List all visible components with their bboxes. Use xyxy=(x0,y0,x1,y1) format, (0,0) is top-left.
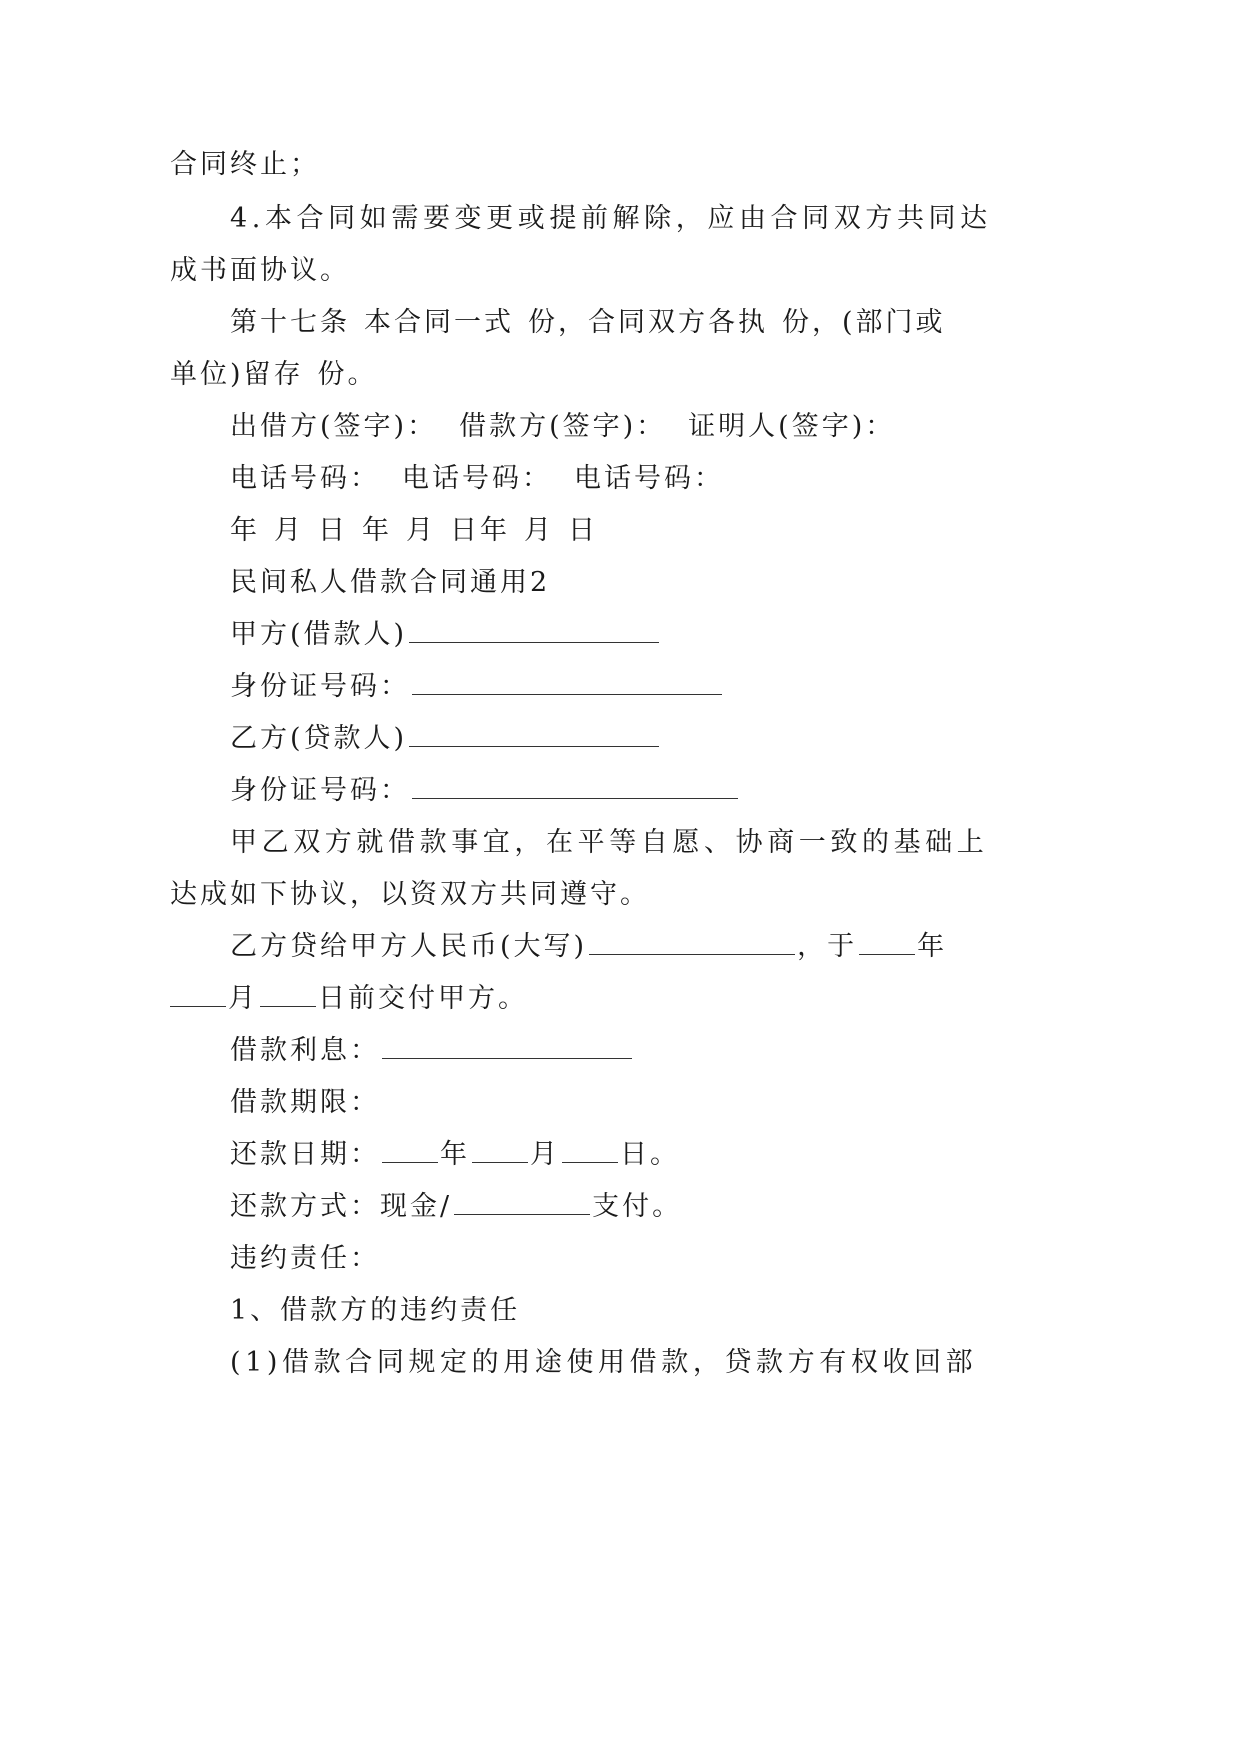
repayment-method-label: 还款方式：现金/ xyxy=(230,1191,453,1222)
text-line xyxy=(230,306,946,340)
date-year: 年 xyxy=(480,515,510,546)
day-blank xyxy=(260,984,316,1007)
loan-term-label: 借款期限： xyxy=(230,1087,380,1118)
text-line xyxy=(170,358,940,392)
retained-copies-text: 份。 xyxy=(317,359,378,390)
interest-label: 借款利息： xyxy=(230,1035,380,1066)
default-liability-label: 违约责任： xyxy=(230,1243,380,1274)
date-row xyxy=(230,514,940,548)
contract-copies-text: 份，(部门或 xyxy=(782,307,946,338)
date-day: 日 xyxy=(568,515,598,546)
date-year: 年 xyxy=(362,515,392,546)
repayment-date-row xyxy=(230,1138,940,1172)
lender-signature-label: 出借方(签字)： xyxy=(230,411,438,442)
payment-method-blank xyxy=(454,1192,590,1215)
party-b-blank xyxy=(409,724,659,747)
day-label: 日。 xyxy=(620,1139,680,1170)
interest-row xyxy=(230,1034,940,1068)
loan-amount-row xyxy=(230,930,948,964)
id-number-label: 身份证号码： xyxy=(230,775,410,806)
date-month: 月 xyxy=(524,515,554,546)
interest-blank xyxy=(382,1036,632,1059)
borrower-signature-label: 借款方(签字)： xyxy=(459,411,667,442)
id-number-blank xyxy=(412,672,722,695)
loan-date-text: ，于 xyxy=(797,931,858,962)
loan-delivery-row xyxy=(170,982,940,1016)
delivery-text: 日前交付甲方。 xyxy=(318,983,528,1014)
party-a-id-row xyxy=(230,670,940,704)
date-month: 月 xyxy=(274,515,304,546)
id-number-blank xyxy=(412,776,738,799)
text-line: 甲乙双方就借款事宜，在平等自愿、协商一致的基础上 xyxy=(230,827,989,858)
party-a-row xyxy=(230,618,940,652)
section-title: 民间私人借款合同通用2 xyxy=(230,567,551,598)
date-day: 日 xyxy=(318,515,348,546)
year-blank xyxy=(382,1140,438,1163)
contract-copies-text: 份，合同双方各执 xyxy=(528,307,768,338)
borrower-liability-heading: 1、借款方的违约责任 xyxy=(230,1295,521,1326)
phone-label: 电话号码： xyxy=(574,463,724,494)
loan-amount-blank xyxy=(589,932,795,955)
repayment-method-row xyxy=(230,1190,940,1224)
party-a-blank xyxy=(409,620,659,643)
article-seventeen-label: 第十七条 xyxy=(230,307,350,338)
text-line: (1)借款合同规定的用途使用借款，贷款方有权收回部 xyxy=(230,1347,978,1378)
year-label: 年 xyxy=(440,1139,470,1170)
day-blank xyxy=(562,1140,618,1163)
retained-copies-text: 单位)留存 xyxy=(170,359,304,390)
party-b-row xyxy=(230,722,940,756)
month-label: 月 xyxy=(530,1139,560,1170)
month-label: 月 xyxy=(228,983,258,1014)
phone-label: 电话号码： xyxy=(230,463,380,494)
party-a-label: 甲方(借款人) xyxy=(230,619,408,650)
party-b-id-row xyxy=(230,774,940,808)
party-b-label: 乙方(贷款人) xyxy=(230,723,408,754)
text-line: 合同终止； xyxy=(170,149,320,180)
phone-label: 电话号码： xyxy=(402,463,552,494)
year-label: 年 xyxy=(917,931,948,962)
text-line: 达成如下协议，以资双方共同遵守。 xyxy=(170,879,650,910)
repayment-date-label: 还款日期： xyxy=(230,1139,380,1170)
year-blank xyxy=(859,932,915,955)
month-blank xyxy=(170,984,226,1007)
text-line: 成书面协议。 xyxy=(170,255,350,286)
phone-row xyxy=(230,462,940,496)
date-month: 月 xyxy=(406,515,436,546)
loan-amount-label: 乙方贷给甲方人民币(大写) xyxy=(230,931,588,962)
id-number-label: 身份证号码： xyxy=(230,671,410,702)
month-blank xyxy=(472,1140,528,1163)
date-day: 日 xyxy=(450,515,480,546)
payment-suffix: 支付。 xyxy=(592,1191,683,1222)
date-year: 年 xyxy=(230,515,260,546)
signature-row xyxy=(230,410,940,444)
text-line: 4.本合同如需要变更或提前解除，应由合同双方共同达 xyxy=(230,203,992,234)
witness-signature-label: 证明人(签字)： xyxy=(688,411,896,442)
contract-copies-text: 本合同一式 xyxy=(364,307,514,338)
